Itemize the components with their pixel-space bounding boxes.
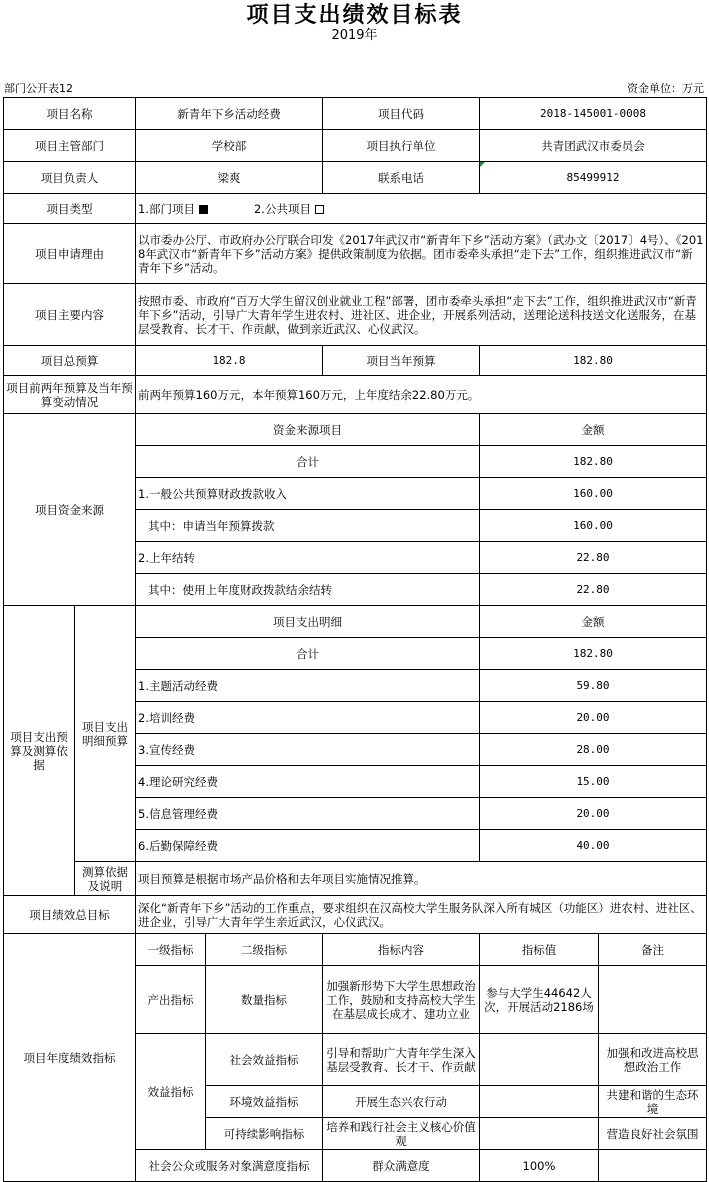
value-owner: 梁爽 <box>136 162 323 194</box>
label-exec-unit: 项目执行单位 <box>323 130 480 162</box>
row-content <box>4 284 707 346</box>
label-content: 项目主要内容 <box>4 284 136 346</box>
value-calc-basis: 项目预算是根据市场产品价格和去年项目实施情况推算。 <box>136 862 707 896</box>
indicator-col-note: 备注 <box>599 934 707 966</box>
budget-item: 合计 <box>136 638 480 670</box>
budget-header-row <box>4 606 707 638</box>
row-department <box>4 130 707 162</box>
value-reason: 以市委办公厅、市政府办公厅联合印发《2017年武汉市“新青年下乡”活动方案》（武办文〔2017〕4号）、《2018年武汉市“新青年下乡”活动方案》提供政策制度为依据。团市委牵头承担“走下去”工作，组织推进武汉市“新青年下乡”活动。 <box>136 224 707 284</box>
indicator-col-l1: 一级指标 <box>136 934 206 966</box>
row-budget-change <box>4 376 707 414</box>
budget-amount: 59.80 <box>480 670 707 702</box>
indicator-header-row <box>4 934 707 966</box>
row-project-type <box>4 194 707 224</box>
funding-header-row <box>4 414 707 446</box>
funding-amount: 22.80 <box>480 574 707 606</box>
value-total-budget: 182.8 <box>136 346 323 376</box>
indicator-value <box>480 1118 599 1150</box>
unchecked-box-icon <box>315 205 324 214</box>
value-project-type <box>136 194 707 224</box>
currency-unit: 资金单位：万元 <box>627 82 704 95</box>
value-content: 按照市委、市政府“百万大学生留汉创业就业工程”部署，团市委牵头承担“走下去”工作，组织推进武汉市“新青年下乡”活动，引导广大青年学生进农村、进社区、进企业，开展系列活动，送理论送科技送文化送服务，在基层受教育、长才干、作贡献，做到亲近武汉、心仪武汉。 <box>136 284 707 346</box>
budget-item: 2.培训经费 <box>136 702 480 734</box>
page-title: 项目支出绩效目标表 <box>246 3 463 28</box>
label-annual-indicators: 项目年度绩效指标 <box>4 934 136 1182</box>
indicator-l2: 环境效益指标 <box>206 1086 323 1118</box>
budget-amount: 40.00 <box>480 830 707 862</box>
budget-item: 5.信息管理经费 <box>136 798 480 830</box>
value-phone <box>480 162 707 194</box>
funding-col-item: 资金来源项目 <box>136 414 480 446</box>
indicator-col-l2: 二级指标 <box>206 934 323 966</box>
indicator-value <box>480 1034 599 1086</box>
indicator-note: 营造良好社会氛围 <box>599 1118 707 1150</box>
label-phone: 联系电话 <box>323 162 480 194</box>
indicator-content: 群众满意度 <box>323 1150 480 1182</box>
indicator-note: 共建和谐的生态环境 <box>599 1086 707 1118</box>
funding-item: 其中：使用上年度财政拨款结余结转 <box>136 574 480 606</box>
funding-amount: 160.00 <box>480 478 707 510</box>
value-budget-change: 前两年预算160万元，本年预算160万元，上年度结余22.80万元。 <box>136 376 707 414</box>
label-budget-change: 项目前两年预算及当年预算变动情况 <box>4 376 136 414</box>
indicator-value: 参与大学生44642人次，开展活动2186场 <box>480 966 599 1034</box>
label-owner: 项目负责人 <box>4 162 136 194</box>
value-current-budget: 182.80 <box>480 346 707 376</box>
row-overall-goal <box>4 896 707 934</box>
indicator-l1-benefit: 效益指标 <box>136 1034 206 1150</box>
value-department: 学校部 <box>136 130 323 162</box>
performance-table <box>3 97 707 1182</box>
label-budget-basis: 项目支出预算及测算依据 <box>4 606 75 896</box>
page-year: 2019年 <box>331 28 378 43</box>
budget-col-item: 项目支出明细 <box>136 606 480 638</box>
row-owner <box>4 162 707 194</box>
indicator-col-value: 指标值 <box>480 934 599 966</box>
budget-item: 3.宣传经费 <box>136 734 480 766</box>
label-project-type: 项目类型 <box>4 194 136 224</box>
budget-item: 1.主题活动经费 <box>136 670 480 702</box>
indicator-l2-satisfaction: 社会公众或服务对象满意度指标 <box>136 1150 323 1182</box>
indicator-content: 开展生态兴农行动 <box>323 1086 480 1118</box>
table-meta <box>3 81 706 97</box>
indicator-l2: 社会效益指标 <box>206 1034 323 1086</box>
budget-amount: 20.00 <box>480 798 707 830</box>
funding-amount: 182.80 <box>480 446 707 478</box>
indicator-l2: 可持续影响指标 <box>206 1118 323 1150</box>
funding-item: 1.一般公共预算财政拨款收入 <box>136 478 480 510</box>
indicator-note <box>599 966 707 1034</box>
budget-basis-row <box>4 862 707 896</box>
value-overall-goal: 深化“新青年下乡”活动的工作重点，要求组织在汉高校大学生服务队深入所有城区（功能区）进农村、进社区、进企业，引导广大青年学生亲近武汉，心仪武汉。 <box>136 896 707 934</box>
indicator-col-content: 指标内容 <box>323 934 480 966</box>
label-calc-basis: 测算依据及说明 <box>75 862 136 896</box>
indicator-content: 加强新形势下大学生思想政治工作，鼓励和支持高校大学生在基层成长成才、建功立业 <box>323 966 480 1034</box>
row-reason <box>4 224 707 284</box>
budget-amount: 15.00 <box>480 766 707 798</box>
label-funding-source: 项目资金来源 <box>4 414 136 606</box>
funding-amount: 160.00 <box>480 510 707 542</box>
indicator-content: 培养和践行社会主义核心价值观 <box>323 1118 480 1150</box>
value-project-code: 2018-145001-0008 <box>480 98 707 130</box>
label-reason: 项目申请理由 <box>4 224 136 284</box>
indicator-note: 加强和改进高校思想政治工作 <box>599 1034 707 1086</box>
budget-amount: 182.80 <box>480 638 707 670</box>
phone-number: 85499912 <box>566 170 620 184</box>
indicator-note <box>599 1150 707 1182</box>
budget-amount: 20.00 <box>480 702 707 734</box>
type-option-department: 1.部门项目 <box>138 201 195 216</box>
table-number: 部门公开表12 <box>4 82 73 95</box>
indicator-l2: 数量指标 <box>206 966 323 1034</box>
label-department: 项目主管部门 <box>4 130 136 162</box>
label-overall-goal: 项目绩效总目标 <box>4 896 136 934</box>
row-total-budget <box>4 346 707 376</box>
label-project-code: 项目代码 <box>323 98 480 130</box>
funding-item: 其中：申请当年预算拨款 <box>136 510 480 542</box>
indicator-l1: 产出指标 <box>136 966 206 1034</box>
funding-amount: 22.80 <box>480 542 707 574</box>
funding-item: 2.上年结转 <box>136 542 480 574</box>
label-current-budget: 项目当年预算 <box>323 346 480 376</box>
funding-item: 合计 <box>136 446 480 478</box>
label-total-budget: 项目总预算 <box>4 346 136 376</box>
indicator-value: 100% <box>480 1150 599 1182</box>
budget-item: 6.后勤保障经费 <box>136 830 480 862</box>
value-exec-unit: 共青团武汉市委员会 <box>480 130 707 162</box>
budget-col-amount: 金额 <box>480 606 707 638</box>
type-option-public: 2.公共项目 <box>253 201 311 216</box>
budget-item: 4.理论研究经费 <box>136 766 480 798</box>
cell-comment-marker <box>480 162 485 167</box>
budget-amount: 28.00 <box>480 734 707 766</box>
label-project-name: 项目名称 <box>4 98 136 130</box>
indicator-value <box>480 1086 599 1118</box>
funding-col-amount: 金额 <box>480 414 707 446</box>
indicator-content: 引导和帮助广大青年学生深入基层受教育、长才干、作贡献 <box>323 1034 480 1086</box>
value-project-name: 新青年下乡活动经费 <box>136 98 323 130</box>
label-budget-detail: 项目支出明细预算 <box>75 606 136 862</box>
row-project-name <box>4 98 707 130</box>
checked-box-icon <box>199 205 208 214</box>
